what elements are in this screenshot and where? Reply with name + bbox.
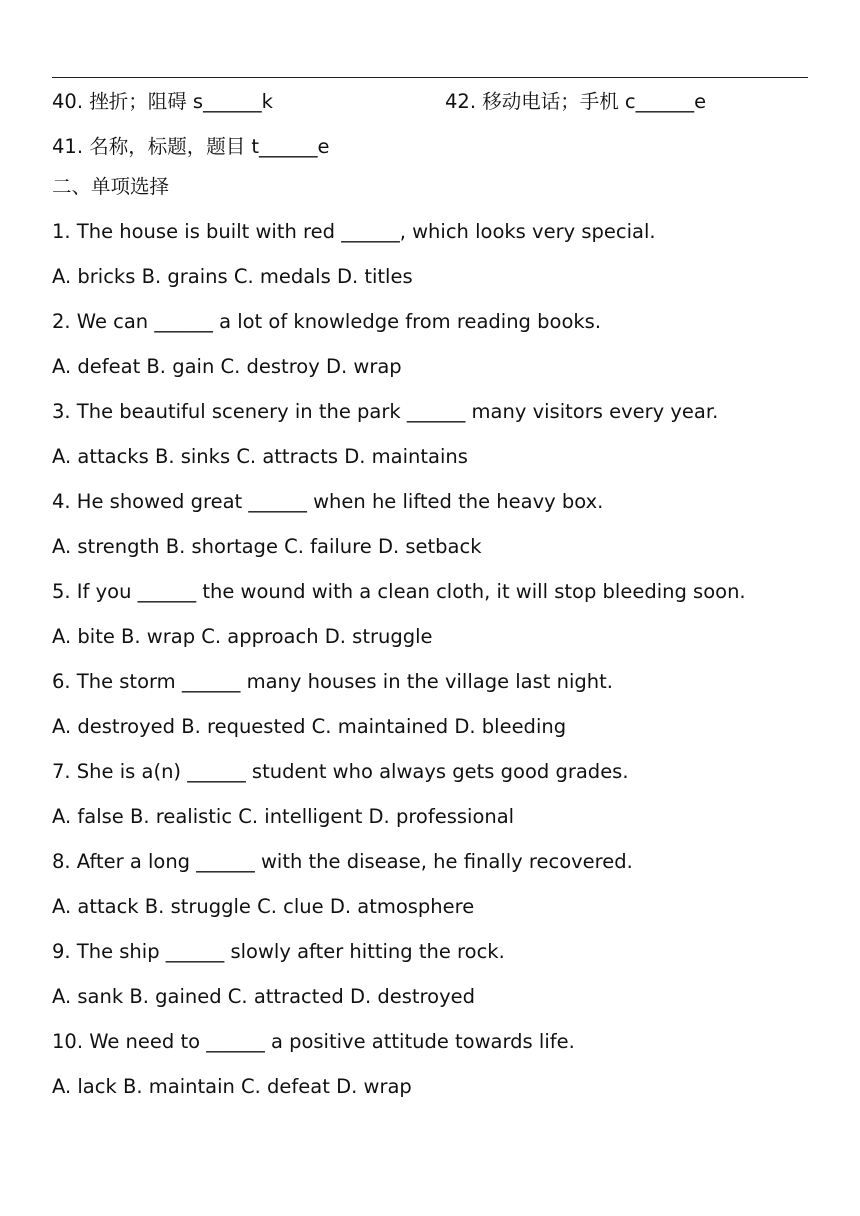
question-stem: 9. The ship ______ slowly after hitting the rock. bbox=[52, 940, 505, 963]
vocab-item-40: 40. 挫折；阻碍 s______k bbox=[52, 90, 273, 113]
question-options: A. lack B. maintain C. defeat D. wrap bbox=[52, 1075, 412, 1098]
question-stem: 7. She is a(n) ______ student who always gets good grades. bbox=[52, 760, 629, 783]
question-stem: 3. The beautiful scenery in the park ______ many visitors every year. bbox=[52, 400, 719, 423]
question-options: A. strength B. shortage C. failure D. setback bbox=[52, 535, 482, 558]
question-stem: 10. We need to ______ a positive attitude towards life. bbox=[52, 1030, 575, 1053]
question-stem: 5. If you ______ the wound with a clean cloth, it will stop bleeding soon. bbox=[52, 580, 746, 603]
vocab-item-41: 41. 名称，标题，题目 t______e bbox=[52, 135, 330, 158]
vocab-item-42: 42. 移动电话；手机 c______e bbox=[445, 90, 707, 113]
question-options: A. bricks B. grains C. medals D. titles bbox=[52, 265, 413, 288]
question-options: A. false B. realistic C. intelligent D. professional bbox=[52, 805, 515, 828]
section-title: 二、单项选择 bbox=[52, 175, 170, 198]
question-stem: 1. The house is built with red ______, which looks very special. bbox=[52, 220, 656, 243]
question-stem: 2. We can ______ a lot of knowledge from reading books. bbox=[52, 310, 602, 333]
question-options: A. destroyed B. requested C. maintained D. bleeding bbox=[52, 715, 567, 738]
question-options: A. sank B. gained C. attracted D. destroyed bbox=[52, 985, 475, 1008]
question-options: A. defeat B. gain C. destroy D. wrap bbox=[52, 355, 402, 378]
top-divider bbox=[52, 77, 808, 78]
question-stem: 8. After a long ______ with the disease, he finally recovered. bbox=[52, 850, 633, 873]
question-stem: 6. The storm ______ many houses in the village last night. bbox=[52, 670, 613, 693]
question-options: A. attack B. struggle C. clue D. atmosphere bbox=[52, 895, 475, 918]
question-stem: 4. He showed great ______ when he lifted the heavy box. bbox=[52, 490, 604, 513]
question-options: A. bite B. wrap C. approach D. struggle bbox=[52, 625, 433, 648]
question-options: A. attacks B. sinks C. attracts D. maintains bbox=[52, 445, 468, 468]
